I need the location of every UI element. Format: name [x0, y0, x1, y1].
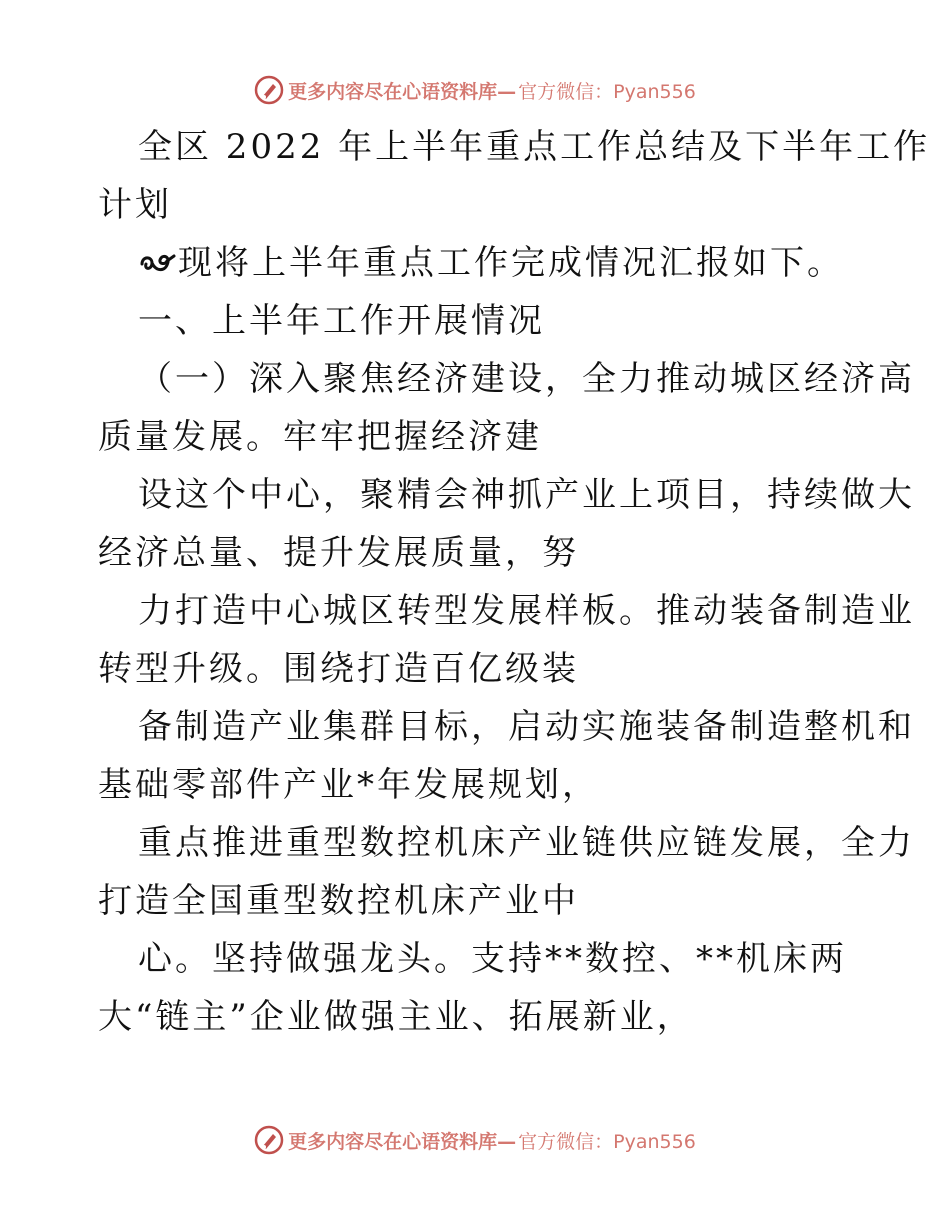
paragraph-line: 基础零部件产业*年发展规划，: [98, 765, 599, 805]
pen-nib-logo-icon: [254, 75, 284, 105]
banner-wechat-text: 官方微信：Pyan556: [518, 80, 696, 103]
paragraph-line: 转型升级。围绕打造百亿级装: [98, 649, 579, 689]
flourish-glyph-icon: [138, 248, 178, 278]
paragraph-line: 质量发展。牢牢把握经济建: [98, 417, 542, 457]
paragraph-line: （一）深入聚焦经济建设，全力推动城区经济高: [138, 359, 915, 399]
pen-nib-logo-icon: [254, 1125, 284, 1155]
header-watermark-banner: [0, 70, 950, 110]
intro-text: 现将上半年重点工作完成情况汇报如下。: [178, 243, 844, 283]
paragraph-line: 心。坚持做强龙头。支持**数控、**机床两: [138, 939, 847, 979]
paragraph-line: 重点推进重型数控机床产业链供应链发展，全力: [138, 823, 915, 863]
doc-paragraph-intro: [98, 234, 854, 292]
paragraph-line: 力打造中心城区转型发展样板。推动装备制造业: [138, 591, 915, 631]
doc-title-line-1: 全区 2022 年上半年重点工作总结及下半年工作: [138, 127, 931, 167]
footer-watermark-banner: [0, 1120, 950, 1160]
doc-title-line-2: 计划: [98, 185, 172, 225]
section-heading-1: 一、上半年工作开展情况: [138, 301, 545, 341]
banner-main-text: 更多内容尽在心语资料库—: [288, 80, 517, 103]
banner-main-text: 更多内容尽在心语资料库—: [288, 1130, 517, 1153]
paragraph-line: 经济总量、提升发展质量，努: [98, 533, 579, 573]
paragraph-line: 备制造产业集群目标，启动实施装备制造整机和: [138, 707, 915, 747]
paragraph-line: 大“链主”企业做强主业、拓展新业，: [98, 997, 694, 1037]
paragraph-line: 设这个中心，聚精会神抓产业上项目，持续做大: [138, 475, 915, 515]
paragraph-line: 打造全国重型数控机床产业中: [98, 881, 579, 921]
banner-wechat-text: 官方微信：Pyan556: [518, 1130, 696, 1153]
document-body: [98, 118, 931, 1046]
